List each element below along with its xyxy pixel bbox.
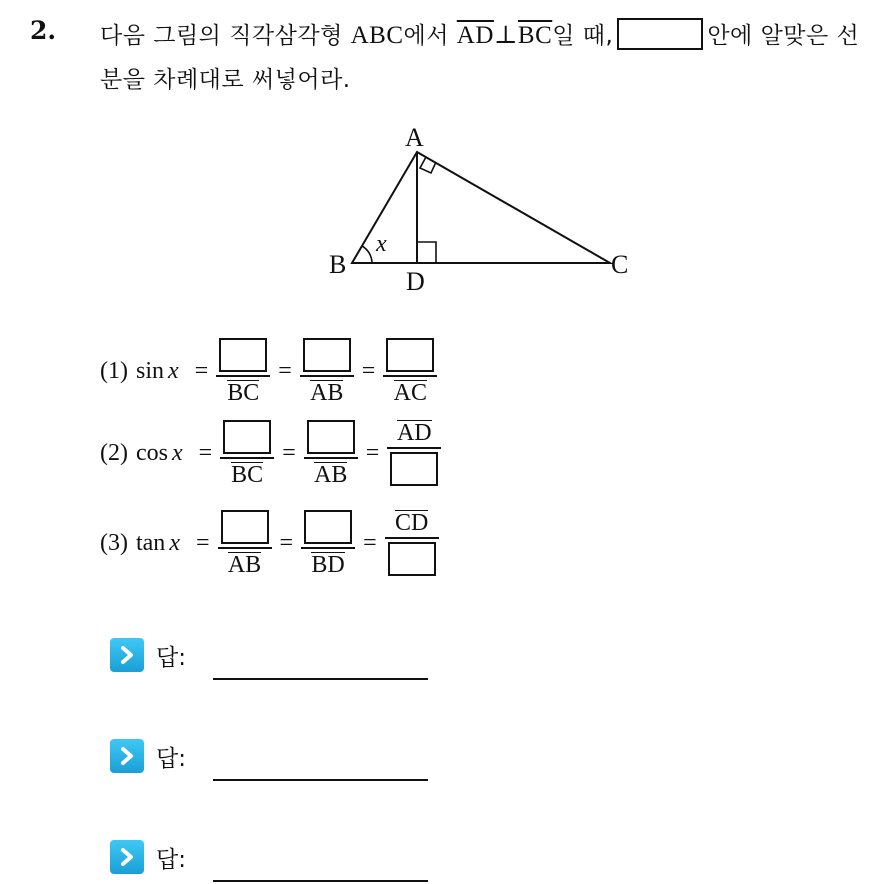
denominator-segment: AB bbox=[314, 462, 348, 488]
answer-row bbox=[110, 739, 186, 773]
question-text-part4: 안에 알맞은 선분을 차례대로 써넣어라. bbox=[100, 23, 860, 93]
denominator-segment: BC bbox=[231, 462, 264, 488]
numerator-segment: AD bbox=[396, 420, 432, 446]
perpendicular-symbol: ⊥ bbox=[493, 22, 518, 49]
question-text bbox=[100, 14, 870, 102]
answer-row bbox=[110, 840, 186, 874]
question-text-part2: 에서 bbox=[403, 23, 457, 49]
denominator-segment: AC bbox=[393, 380, 427, 406]
numerator-blank bbox=[303, 338, 351, 372]
fraction bbox=[300, 338, 354, 404]
blank-box bbox=[617, 18, 703, 50]
triangle-abc bbox=[352, 152, 610, 263]
angle-arc-b bbox=[362, 246, 372, 263]
equation-2 bbox=[100, 420, 441, 486]
fraction bbox=[383, 338, 437, 404]
numerator-blank bbox=[386, 338, 434, 372]
numerator-blank bbox=[219, 338, 267, 372]
answer-input-line[interactable] bbox=[213, 678, 428, 680]
variable: x bbox=[169, 529, 180, 556]
angle-label-x: x bbox=[376, 231, 387, 257]
equals-sign: = bbox=[278, 357, 292, 384]
equals-sign: = bbox=[198, 439, 213, 466]
fraction bbox=[218, 510, 272, 576]
denominator-segment: BD bbox=[311, 552, 345, 578]
equals-sign: = bbox=[361, 357, 376, 384]
equation-label: (2) bbox=[100, 439, 128, 466]
equals-sign: = bbox=[282, 439, 296, 466]
equals-sign: = bbox=[195, 529, 210, 556]
fraction bbox=[220, 420, 274, 486]
vertex-label-c: C bbox=[611, 250, 629, 279]
triangle-figure bbox=[320, 118, 650, 298]
right-angle-mark-d bbox=[417, 242, 436, 263]
fraction bbox=[304, 420, 358, 486]
numerator-blank bbox=[223, 420, 271, 454]
fraction bbox=[216, 338, 270, 404]
fraction bbox=[301, 510, 355, 576]
denominator-blank bbox=[390, 452, 438, 486]
segment-ad: $\overline{AD}$ bbox=[456, 22, 494, 49]
numerator-blank bbox=[221, 510, 269, 544]
chevron-right-icon bbox=[110, 840, 144, 874]
chevron-right-icon bbox=[110, 638, 144, 672]
question-number: 2. bbox=[30, 16, 57, 45]
equation-label: (3) bbox=[100, 529, 128, 556]
answer-input-line[interactable] bbox=[213, 880, 428, 882]
denominator-segment: AB bbox=[227, 552, 262, 578]
question-text-part3: 일 때, bbox=[552, 23, 614, 49]
triangle-name: ABC bbox=[350, 22, 404, 49]
equals-sign: = bbox=[363, 529, 377, 556]
equals-sign: = bbox=[194, 357, 209, 384]
answer-label: 답: bbox=[156, 644, 186, 671]
variable: x bbox=[171, 439, 183, 466]
numerator-blank bbox=[307, 420, 355, 454]
question-text-part1: 다음 그림의 직각삼각형 bbox=[100, 23, 351, 49]
segment-bc: $\overline{BC}$ bbox=[517, 22, 553, 49]
equation-3 bbox=[100, 510, 439, 576]
numerator-blank bbox=[304, 510, 352, 544]
fraction bbox=[385, 510, 439, 576]
function-name: tan bbox=[135, 529, 166, 556]
equals-sign: = bbox=[365, 439, 380, 466]
answer-label: 답: bbox=[156, 745, 186, 772]
denominator-segment: BC bbox=[227, 380, 260, 406]
vertex-label-a: A bbox=[405, 123, 424, 152]
numerator-segment: CD bbox=[394, 510, 429, 536]
equation-1 bbox=[100, 338, 437, 404]
variable: x bbox=[168, 357, 179, 384]
fraction bbox=[387, 420, 441, 486]
equals-sign: = bbox=[279, 529, 294, 556]
chevron-right-icon bbox=[110, 739, 144, 773]
denominator-blank bbox=[388, 542, 436, 576]
denominator-segment: AB bbox=[310, 380, 344, 406]
vertex-label-d: D bbox=[406, 267, 425, 296]
function-name: sin bbox=[135, 357, 164, 384]
answer-input-line[interactable] bbox=[213, 779, 428, 781]
answer-row bbox=[110, 638, 186, 672]
function-name: cos bbox=[135, 439, 168, 466]
vertex-label-b: B bbox=[329, 250, 347, 279]
answer-label: 답: bbox=[156, 846, 186, 873]
equation-label: (1) bbox=[100, 357, 128, 384]
